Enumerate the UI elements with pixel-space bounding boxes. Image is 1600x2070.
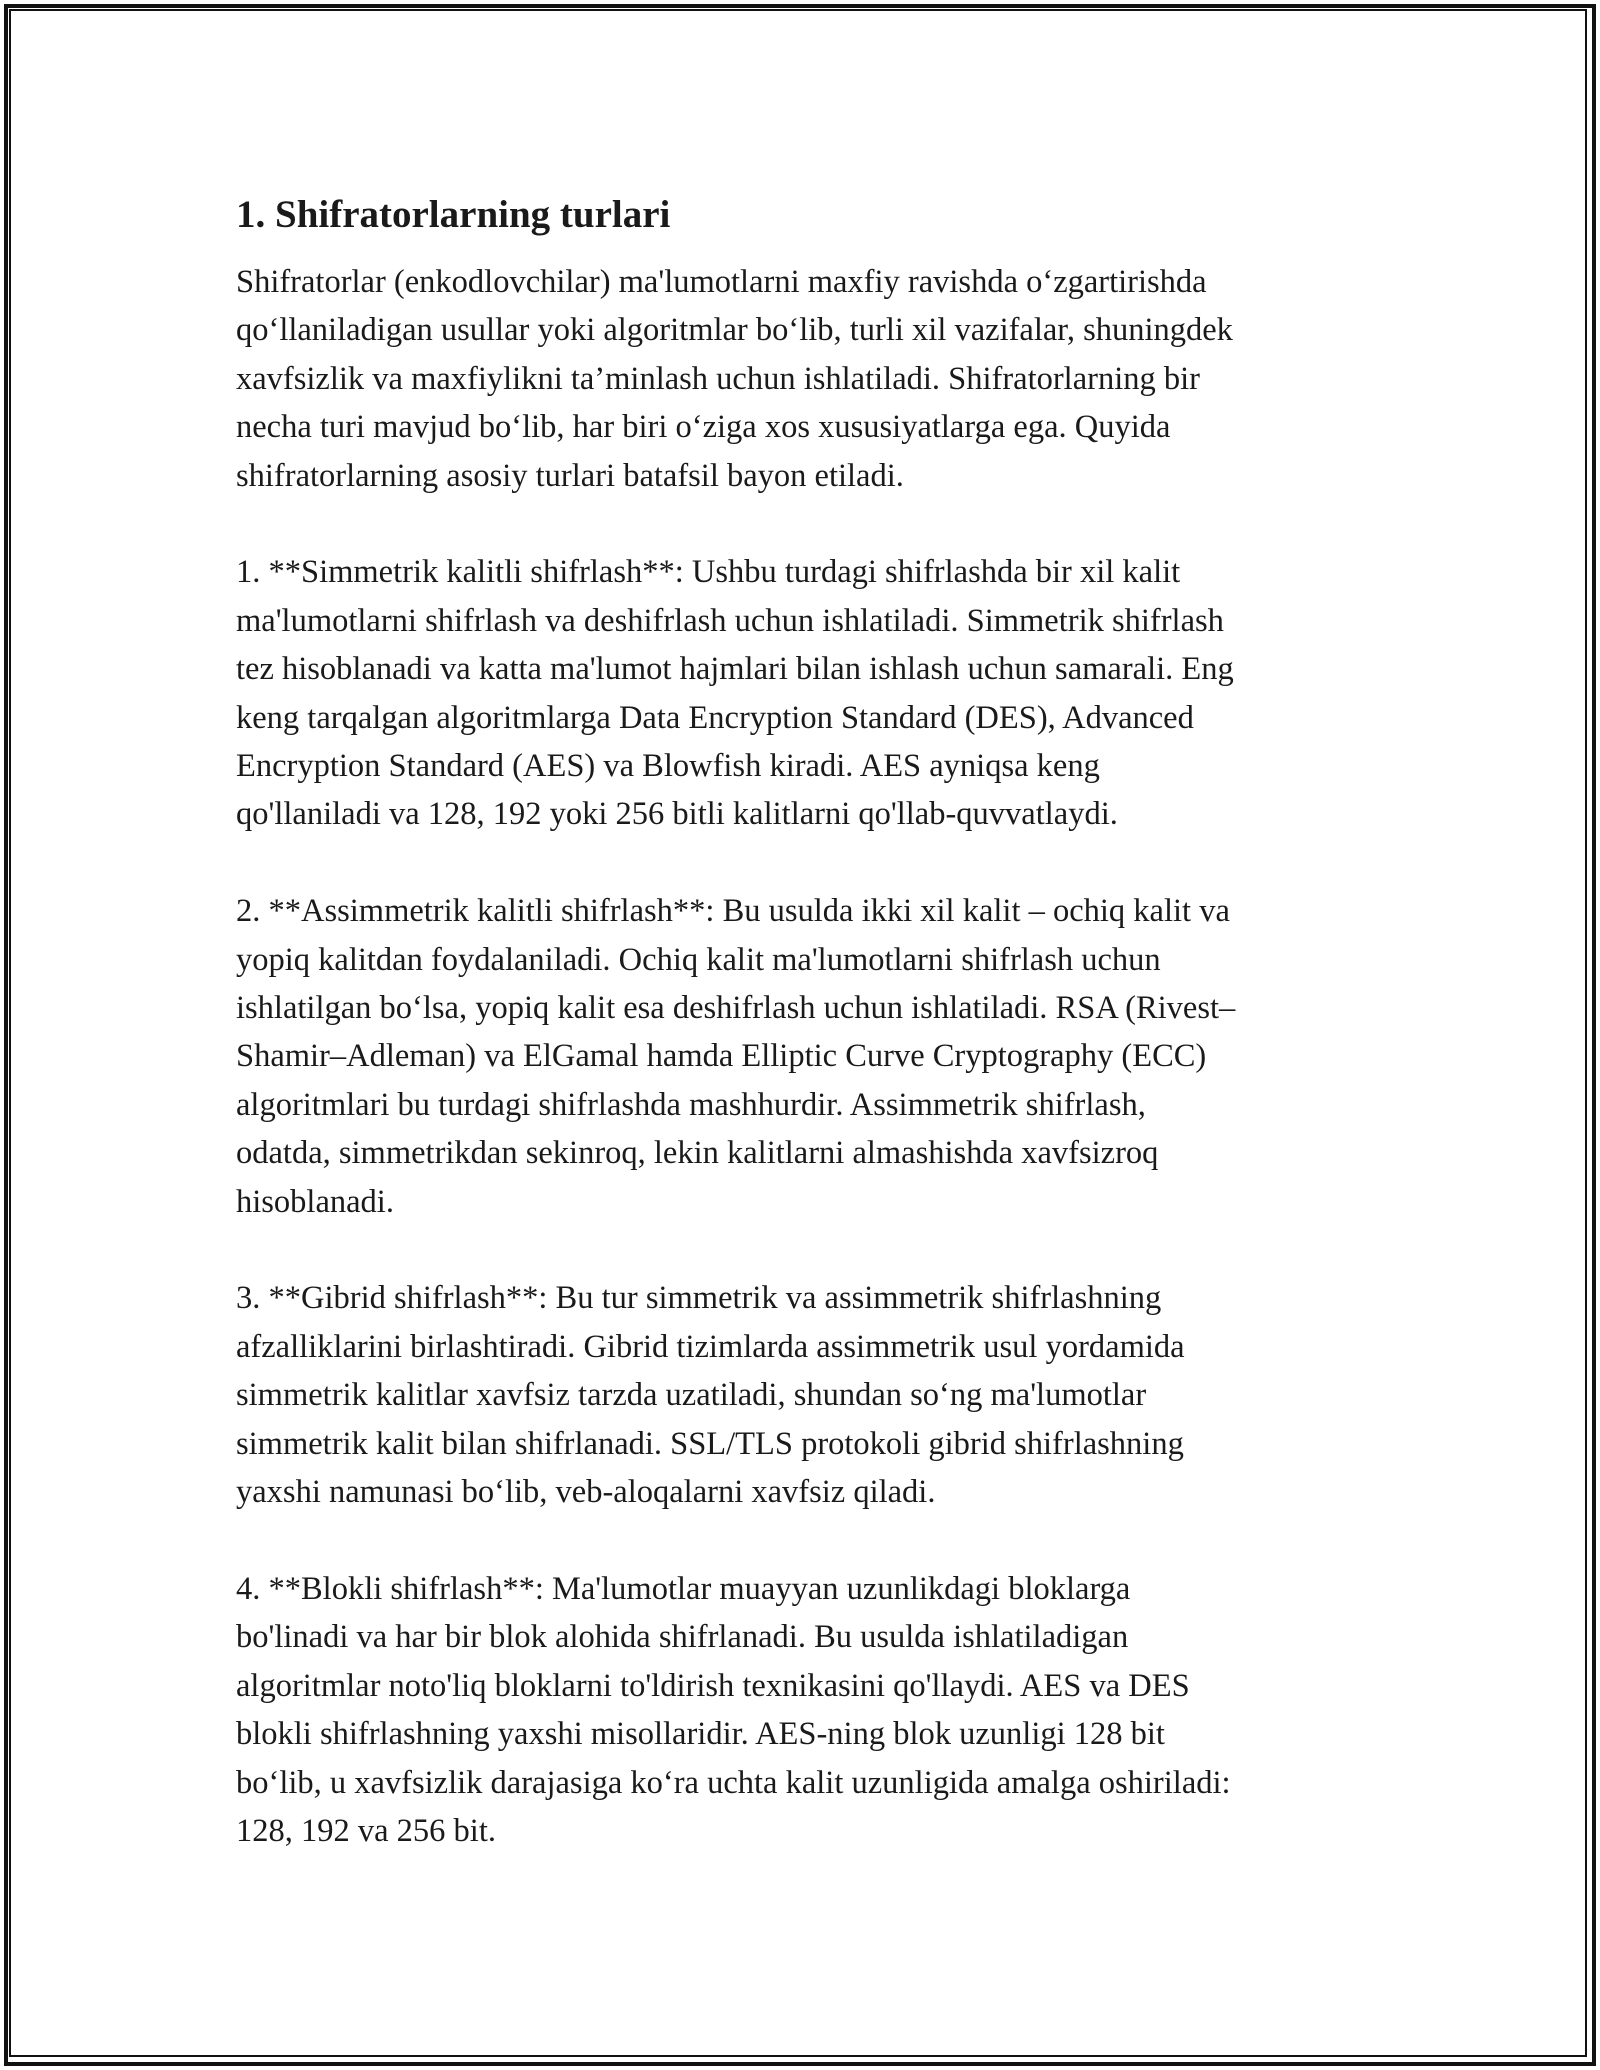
paragraph-symmetric-encryption: 1. **Simmetrik kalitli shifrlash**: Ushbu turdagi shifrlashda bir xil kalit ma'lumotlarni shifrlash va deshifrlash uchun ishlatiladi. Simmetrik shifrlash tez hisoblanadi va katta ma'lumot hajmlari bilan ishlash uchun samarali. Eng keng tarqalgan algoritmlarga Data Encryption Standard (DES), Advanced Encryption Standard (AES) va Blowfish kiradi. AES ayniqsa keng qo'llaniladi va 128, 192 yoki 256 bitli kalitlarni qo'llab-quvvatlaydi. (236, 554, 1234, 833)
paragraph-asymmetric-encryption: 2. **Assimmetrik kalitli shifrlash**: Bu usulda ikki xil kalit – ochiq kalit va yopiq kalitdan foydalaniladi. Ochiq kalit ma'lumotlarni shifrlash uchun ishlatilgan bo‘lsa, yopiq kalit esa deshifrlash uchun ishlatiladi. RSA (Rivest– Shamir–Adleman) va ElGamal hamda Elliptic Curve Cryptography (ECC) algoritmlari bu turdagi shifrlashda mashhurdir. Assimmetrik shifrlash, odatda, simmetrikdan sekinroq, lekin kalitlarni almashishda xavfsizroq hisoblanadi. (236, 893, 1236, 1220)
paragraph-hybrid-encryption: 3. **Gibrid shifrlash**: Bu tur simmetrik va assimmetrik shifrlashning afzalliklarini birlashtiradi. Gibrid tizimlarda assimmetrik usul yordamida simmetrik kalitlar xavfsiz tarzda uzatiladi, shundan so‘ng ma'lumotlar simmetrik kalit bilan shifrlanadi. SSL/TLS protokoli gibrid shifrlashning yaxshi namunasi bo‘lib, veb-aloqalarni xavfsiz qiladi. (236, 1280, 1185, 1511)
section-title: 1. Shifratorlarning turlari (236, 193, 671, 236)
intro-paragraph: Shifratorlar (enkodlovchilar) ma'lumotlarni maxfiy ravishda o‘zgartirishda qo‘llaniladigan usullar yoki algoritmlar bo‘lib, turli xil vazifalar, shuningdek xavfsizlik va maxfiylikni ta’minlash uchun ishlatiladi. Shifratorlarning bir necha turi mavjud bo‘lib, har biri o‘ziga xos xususiyatlarga ega. Quyida shifratorlarning asosiy turlari batafsil bayon etiladi. (236, 264, 1233, 494)
paragraph-block-encryption: 4. **Blokli shifrlash**: Ma'lumotlar muayyan uzunlikdagi bloklarga bo'linadi va har bir blok alohida shifrlanadi. Bu usulda ishlatiladigan algoritmlar noto'liq bloklarni to'ldirish texnikasini qo'llaydi. AES va DES blokli shifrlashning yaxshi misollaridir. AES-ning blok uzunligi 128 bit bo‘lib, u xavfsizlik darajasiga ko‘ra uchta kalit uzunligida amalga oshiriladi: 128, 192 va 256 bit. (236, 1570, 1231, 1849)
document-body (236, 190, 1366, 1904)
